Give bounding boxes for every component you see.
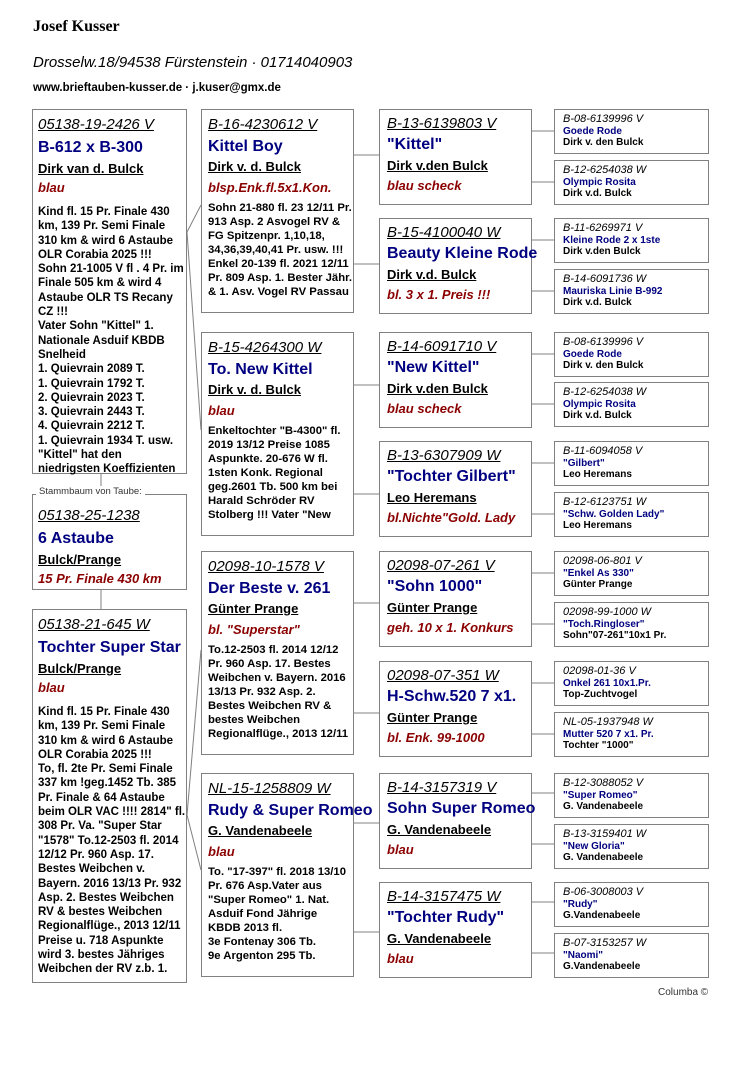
pigeon-name: "Naomi" <box>563 950 604 961</box>
gen4-card <box>554 441 709 486</box>
great-grandparent-card <box>379 882 532 978</box>
ring-number: 05138-25-1238 <box>38 507 140 524</box>
performance-notes: Kind fl. 15 Pr. Finale 430 km, 139 Pr. Semi Finale 310 km & wird 6 Astaube OLR Corabia 2025 !!! To, fl. 2te Pr. Semi Finale 337 km !geg.1452 Tb. 385 Pr. Finale & 64 Astaube beim OLR VAC !!!! 2814" fl. 308 Pr. Va. "Super Star "1578" To.12-2503 fl. 2014 12/12 Pr. 960 Asp. 17. Bestes Weibchen v. Bayern. 2016 13/13 Pr. 932 Asp. 2. Bestes Weibchen RV & bestes Weibchen Regionalflüge., 2013 12/11 Preise u. 718 Aspunkte wird 3. bestes Jähriges Weibchen der RV z.b. 1. <box>38 706 186 976</box>
gen4-card <box>554 824 709 869</box>
great-grandparent-card <box>379 109 532 205</box>
breeder: Dirk v. d. Bulck <box>208 159 301 174</box>
ring-number: B-14-6091736 W <box>563 273 647 285</box>
pigeon-name: To. New Kittel <box>208 361 313 378</box>
ring-number: 02098-99-1000 W <box>563 606 652 618</box>
ring-number: B-08-6139996 V <box>563 336 644 348</box>
pedigree-legend: Stammbaum von Taube: <box>36 486 145 497</box>
great-grandparent-card <box>379 773 536 869</box>
breeder: G. Vandenabeele <box>208 823 313 838</box>
gen4-card <box>554 160 709 205</box>
ring-number: B-11-6269971 V <box>563 222 643 234</box>
pigeon-name: 6 Astaube <box>38 530 114 547</box>
grandparent-card <box>201 109 354 313</box>
color: blau <box>208 844 235 859</box>
pigeon-name: "Kittel" <box>387 136 443 153</box>
breeder: G.Vandenabeele <box>563 961 641 972</box>
breeder: Günter Prange <box>387 600 478 615</box>
breeder: Günter Prange <box>387 710 478 725</box>
connector-line <box>187 650 201 815</box>
ring-number: B-07-3153257 W <box>563 937 647 949</box>
color: blau <box>208 403 235 418</box>
breeder: Dirk v.d. Bulck <box>563 188 632 199</box>
breeder: Leo Heremans <box>387 490 477 505</box>
pigeon-name: "Gilbert" <box>563 458 605 469</box>
great-grandparent-card <box>379 332 532 428</box>
pigeon-name: Kittel Boy <box>208 138 283 155</box>
breeder: Sohn"07-261"10x1 Pr. <box>563 630 667 641</box>
ring-number: 02098-06-801 V <box>563 555 642 567</box>
color: blau <box>387 842 414 857</box>
pigeon-name: Goede Rode <box>563 349 622 360</box>
breeder: Dirk v.d. Bulck <box>563 410 632 421</box>
great-grandparent-card <box>379 441 532 537</box>
gen4-card <box>554 933 709 978</box>
breeder: Dirk van d. Bulck <box>38 161 144 176</box>
great-grandparent-card <box>379 218 538 314</box>
breeder: Dirk v. den Bulck <box>563 360 644 371</box>
ring-number: B-14-3157319 V <box>387 779 497 796</box>
breeder: G. Vandenabeele <box>387 931 492 946</box>
gen4-card <box>554 882 709 927</box>
ring-number: B-11-6094058 V <box>563 445 643 457</box>
ring-number: B-12-6254038 W <box>563 386 647 398</box>
breeder: Günter Prange <box>563 579 633 590</box>
gen4-card <box>554 332 709 377</box>
breeder: Bulck/Prange <box>38 661 122 676</box>
connector-line <box>187 815 201 870</box>
ring-number: B-08-6139996 V <box>563 113 644 125</box>
breeder: Leo Heremans <box>563 469 632 480</box>
color: bl. "Superstar" <box>208 622 300 637</box>
pigeon-name: Mauriska Linie B-992 <box>563 286 663 297</box>
ring-number: B-12-6123751 W <box>563 496 647 508</box>
pigeon-name: Kleine Rode 2 x 1ste <box>563 235 661 246</box>
pigeon-name: Olympic Rosita <box>563 177 636 188</box>
ring-number: B-14-6091710 V <box>387 338 497 355</box>
ring-number: NL-15-1258809 W <box>208 780 331 797</box>
breeder: Dirk v.den Bulck <box>563 246 641 257</box>
gen4-card <box>554 269 709 314</box>
pigeon-name: "Tochter Gilbert" <box>387 468 516 485</box>
breeder: Leo Heremans <box>563 520 632 531</box>
great-grandparent-card <box>379 551 532 647</box>
pigeon-name: Onkel 261 10x1.Pr. <box>563 678 651 689</box>
ring-number: B-15-4264300 W <box>208 339 322 356</box>
ring-number: B-14-3157475 W <box>387 888 501 905</box>
ring-number: B-06-3008003 V <box>563 886 644 898</box>
pigeon-name: Olympic Rosita <box>563 399 636 410</box>
ring-number: 02098-07-351 W <box>387 667 499 684</box>
ring-number: 02098-10-1578 V <box>208 558 324 575</box>
pigeon-name: "Toch.Ringloser" <box>563 619 645 630</box>
color: blau <box>38 680 65 695</box>
gen4-card <box>554 492 709 537</box>
gen4-card <box>554 109 709 154</box>
breeder: G. Vandenabeele <box>563 801 644 812</box>
gen4-card <box>554 712 709 757</box>
ring-number: B-13-6307909 W <box>387 447 501 464</box>
pigeon-name: Sohn Super Romeo <box>387 800 536 817</box>
breeder: Tochter "1000" <box>563 740 634 751</box>
ring-number: 05138-21-645 W <box>38 616 150 633</box>
gen4-card <box>554 551 709 596</box>
ring-number: B-12-6254038 W <box>563 164 647 176</box>
subject-card <box>32 494 187 590</box>
color: blsp.Enk.fl.5x1.Kon. <box>208 180 332 195</box>
owner-website-email: www.brieftauben-kusser.de · j.kuser@gmx.de <box>33 82 281 94</box>
pigeon-name: Tochter Super Star <box>38 639 181 656</box>
breeder: Top-Zuchtvogel <box>563 689 638 700</box>
ring-number: B-12-3088052 V <box>563 777 644 789</box>
dam-card <box>32 609 187 983</box>
color: blau <box>38 180 65 195</box>
gen4-card <box>554 661 709 706</box>
owner-address-phone: Drosselw.18/94538 Fürstenstein · 01714040903 <box>33 54 353 71</box>
gen4-card <box>554 602 709 647</box>
pigeon-name: Beauty Kleine Rode <box>387 245 538 262</box>
ring-number: B-15-4100040 W <box>387 224 501 241</box>
breeder: G. Vandenabeele <box>563 852 644 863</box>
pigeon-name: "Super Romeo" <box>563 790 638 801</box>
breeder: G.Vandenabeele <box>563 910 641 921</box>
gen4-card <box>554 773 709 818</box>
breeder: Dirk v.den Bulck <box>387 158 488 173</box>
ring-number: 05138-19-2426 V <box>38 116 154 133</box>
pigeon-name: Rudy & Super Romeo <box>208 802 373 819</box>
breeder: Bulck/Prange <box>38 552 122 567</box>
color: blau scheck <box>387 178 462 193</box>
grandparent-card <box>201 551 354 755</box>
pigeon-name: "Schw. Golden Lady" <box>563 509 665 520</box>
breeder: Dirk v. den Bulck <box>563 137 644 148</box>
grandparent-card <box>201 332 354 536</box>
breeder: Dirk v.den Bulck <box>387 381 488 396</box>
connector-line <box>187 232 201 430</box>
pigeon-name: "New Gloria" <box>563 841 625 852</box>
gen4-card <box>554 218 709 263</box>
pigeon-name: B-612 x B-300 <box>38 139 143 156</box>
pigeon-name: Der Beste v. 261 <box>208 580 331 597</box>
great-grandparent-card <box>379 661 532 757</box>
ring-number: B-16-4230612 V <box>208 116 318 133</box>
ring-number: B-13-6139803 V <box>387 115 497 132</box>
software-credit: Columba © <box>658 987 709 998</box>
connector-line <box>187 205 201 232</box>
grandparent-card <box>201 773 373 977</box>
color: geh. 10 x 1. Konkurs <box>387 620 514 635</box>
breeder: Günter Prange <box>208 601 299 616</box>
performance-notes: To.12-2503 fl. 2014 12/12 Pr. 960 Asp. 17. Bestes Weibchen v. Bayern. 2016 13/13 Pr. 932 Asp. 2. Bestes Weibchen RV & bestes Weibchen Regionalflüge., 2013 12/11 <box>208 644 349 740</box>
pigeon-name: Goede Rode <box>563 126 622 137</box>
pigeon-name: "Enkel As 330" <box>563 568 634 579</box>
pigeon-name: "Tochter Rudy" <box>387 909 505 926</box>
color: blau scheck <box>387 401 462 416</box>
sire-card <box>32 109 187 474</box>
pigeon-name: H-Schw.520 7 x1. <box>387 688 517 705</box>
color: bl.Nichte"Gold. Lady <box>387 510 516 525</box>
color: 15 Pr. Finale 430 km <box>38 571 162 586</box>
ring-number: NL-05-1937948 W <box>563 716 653 728</box>
ring-number: 02098-01-36 V <box>563 665 636 677</box>
gen4-card <box>554 382 709 427</box>
performance-notes: To. "17-397" fl. 2018 13/10 Pr. 676 Asp.Vater aus "Super Romeo" 1. Nat. Asduif Fond Jährige KBDB 2013 fl. 3e Fontenay 306 Tb. 9e Argenton 295 Tb. <box>208 866 346 962</box>
breeder: G. Vandenabeele <box>387 822 492 837</box>
owner-name: Josef Kusser <box>33 18 120 35</box>
breeder: Dirk v.d. Bulck <box>563 297 632 308</box>
pigeon-name: "Rudy" <box>563 899 598 910</box>
color: bl. 3 x 1. Preis !!! <box>387 287 491 302</box>
performance-notes: Kind fl. 15 Pr. Finale 430 km, 139 Pr. Semi Finale 310 km & wird 6 Astaube OLR Corabia 2025 !!! Sohn 21-1005 V fl . 4 Pr. im Finale 505 km & wird 4 Astaube OLR TS Recany CZ !!! Vater Sohn "Kittel" 1. Nationale Asduif KBDB Snelheid 1. Quievrain 2089 T. 1. Quievrain 1792 T. 2. Quievrain 2023 T. 3. Quievrain 2443 T. 4. Quievrain 2212 T. 1. Quievrain 1934 T. usw. "Kittel" hat den niedrigsten Koeffizienten <box>38 206 184 476</box>
pigeon-name: Mutter 520 7 x1. Pr. <box>563 729 654 740</box>
breeder: Dirk v.d. Bulck <box>387 267 477 282</box>
pigeon-name: "New Kittel" <box>387 359 480 376</box>
performance-notes: Enkeltochter "B-4300" fl. 2019 13/12 Preise 1085 Aspunkte. 20-676 W fl. 1sten Konk. Regional geg.2601 Tb. 500 km bei Harald Schröder RV Stolberg !!! Vater "New <box>208 425 341 521</box>
color: bl. Enk. 99-1000 <box>387 730 485 745</box>
pigeon-name: "Sohn 1000" <box>387 578 483 595</box>
color: blau <box>387 951 414 966</box>
ring-number: B-13-3159401 W <box>563 828 647 840</box>
performance-notes: Sohn 21-880 fl. 23 12/11 Pr. 913 Asp. 2 Asvogel RV & FG Spitzenpr. 1,10,18, 34,36,39,40,41 Pr. usw. !!! Enkel 20-139 fl. 2021 12/11 Pr. 809 Asp. 1. Bester Jähr. & 1. Asv. Vogel RV Passau <box>208 202 353 298</box>
breeder: Dirk v. d. Bulck <box>208 382 301 397</box>
ring-number: 02098-07-261 V <box>387 557 495 574</box>
